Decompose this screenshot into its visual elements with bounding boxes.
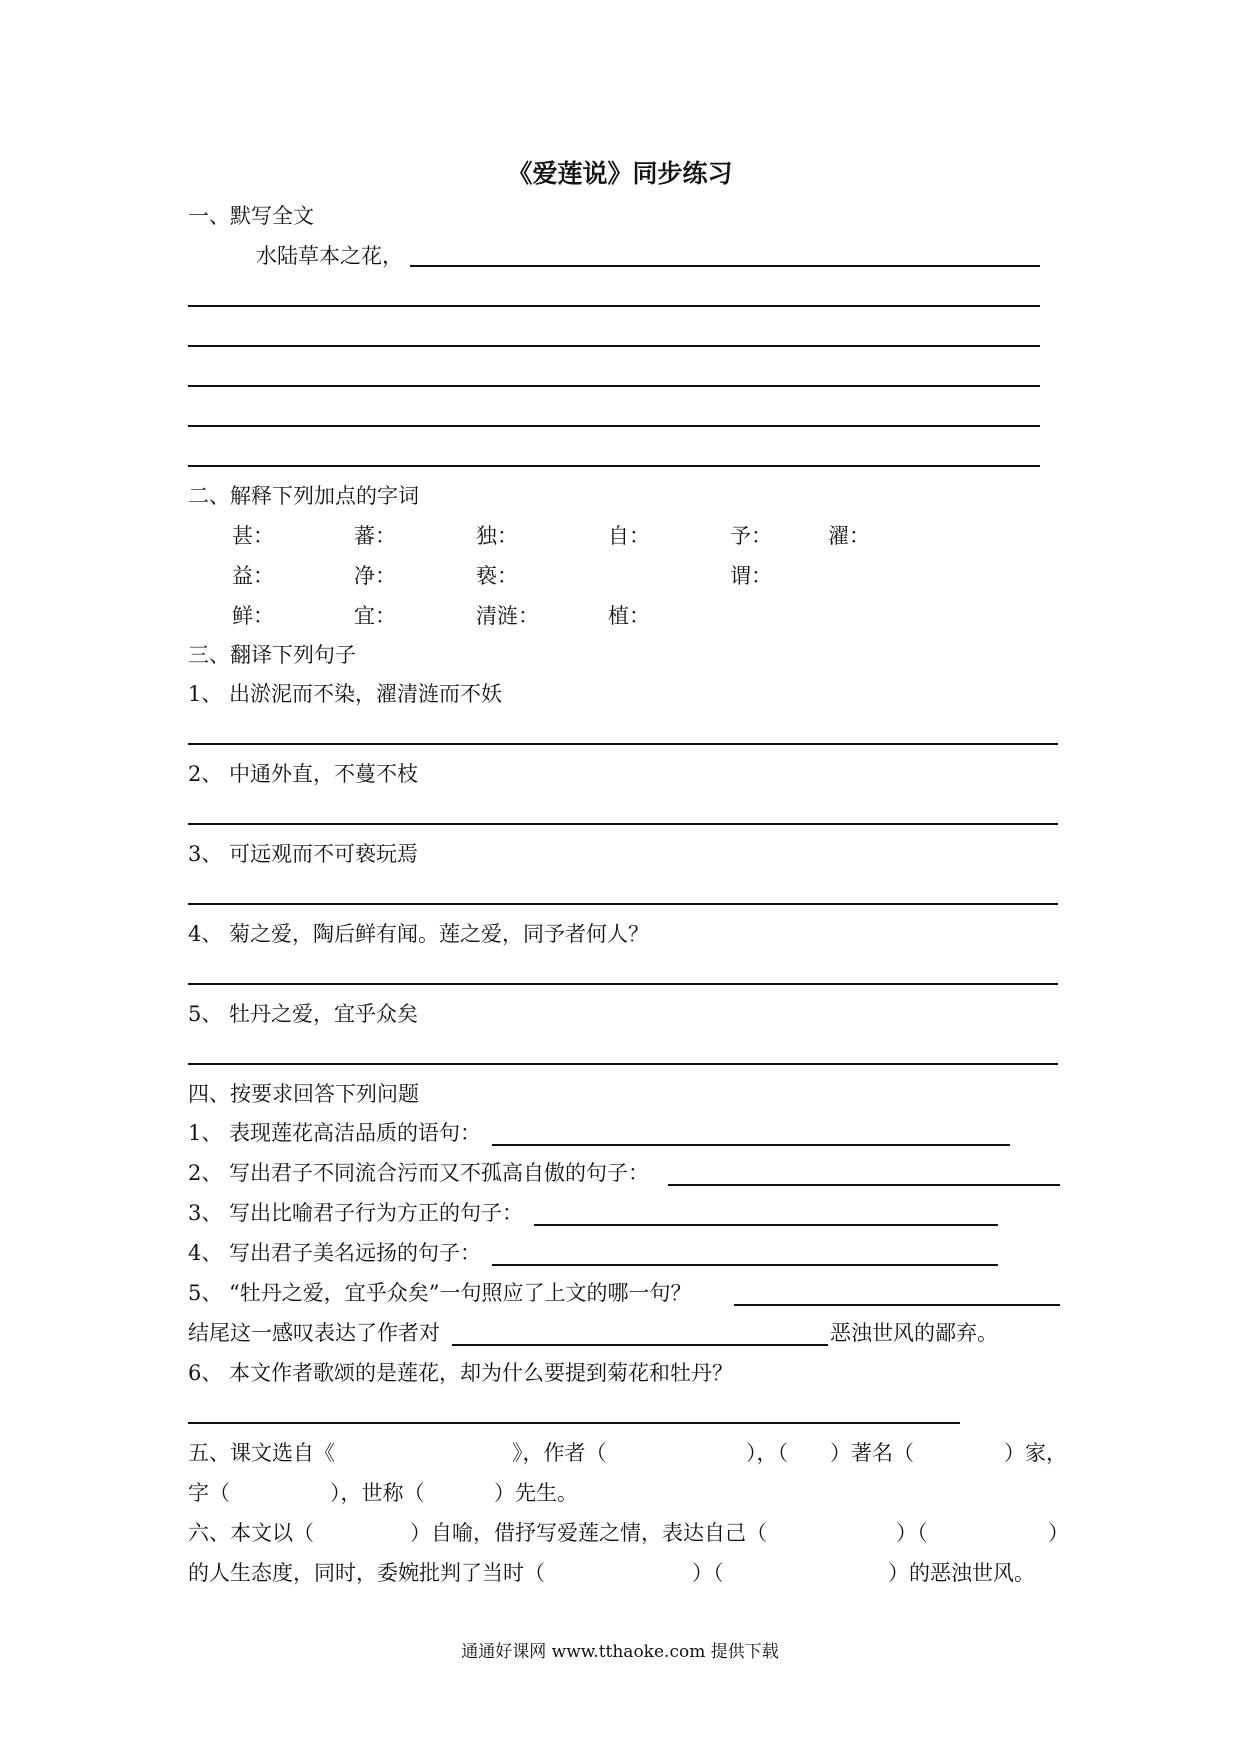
word-item: 净： xyxy=(354,564,396,588)
answer-line xyxy=(734,1304,1060,1306)
answer-line xyxy=(492,1144,1010,1146)
section-6-text: 的人生态度，同时，委婉批判了当时（ xyxy=(188,1561,545,1585)
word-item: 植： xyxy=(608,604,650,628)
word-item: 鲜： xyxy=(232,604,274,628)
section-6-text: ）的恶浊世风。 xyxy=(888,1561,1035,1585)
word-item: 蕃： xyxy=(354,524,396,548)
translate-item: 3、 可远观而不可亵玩焉 xyxy=(188,842,419,866)
section-6-text: ）（ xyxy=(692,1561,724,1585)
section-5-text: ）著名（ xyxy=(830,1441,914,1465)
word-item: 宜： xyxy=(354,604,396,628)
answer-line xyxy=(188,903,1058,905)
page-title: 《爱莲说》同步练习 xyxy=(507,159,733,188)
section-3-heading: 三、翻译下列句子 xyxy=(188,643,356,667)
word-item: 濯： xyxy=(828,524,870,548)
section-5-text: ）家， xyxy=(1004,1441,1067,1465)
section-2-heading: 二、解释下列加点的字词 xyxy=(188,484,419,508)
question-6: 6、 本文作者歌颂的是莲花，却为什么要提到菊花和牡丹？ xyxy=(188,1361,734,1385)
word-item: 甚： xyxy=(232,524,274,548)
question-2: 2、 写出君子不同流合污而又不孤高自傲的句子： xyxy=(188,1161,650,1185)
word-item: 予： xyxy=(730,524,772,548)
word-item: 亵： xyxy=(476,564,518,588)
question-1: 1、 表现莲花高洁品质的语句： xyxy=(188,1121,482,1145)
answer-line xyxy=(188,1063,1058,1065)
answer-line xyxy=(492,1264,998,1266)
answer-line xyxy=(452,1344,828,1346)
dictation-line xyxy=(188,345,1040,347)
section-6-text: ）（ xyxy=(896,1521,928,1545)
section-6-text: ） xyxy=(1048,1521,1069,1545)
translate-item: 5、 牡丹之爱，宜乎众矣 xyxy=(188,1002,419,1026)
dictation-line xyxy=(188,465,1040,467)
translate-item: 4、 菊之爱，陶后鲜有闻。莲之爱，同予者何人？ xyxy=(188,922,650,946)
word-item: 益： xyxy=(232,564,274,588)
dictation-line xyxy=(188,385,1040,387)
answer-line xyxy=(188,823,1058,825)
section-5-text: ）先生。 xyxy=(494,1481,578,1505)
dictation-line xyxy=(188,425,1040,427)
answer-line xyxy=(188,983,1058,985)
section-5-text: 字（ xyxy=(188,1481,230,1505)
question-5: 5、 “牡丹之爱，宜乎众矣”一句照应了上文的哪一句？ xyxy=(188,1281,692,1305)
section-1-heading: 一、默写全文 xyxy=(188,204,314,228)
word-item: 谓： xyxy=(730,564,772,588)
translate-item: 2、 中通外直，不蔓不枝 xyxy=(188,762,419,786)
word-item: 自： xyxy=(608,524,650,548)
question-3: 3、 写出比喻君子行为方正的句子： xyxy=(188,1201,524,1225)
dictation-start-text: 水陆草本之花， xyxy=(256,244,403,268)
section-5-text: ），世称（ xyxy=(330,1481,425,1505)
section-6-text: ）自喻，借抒写爱莲之情，表达自己（ xyxy=(410,1521,767,1545)
dictation-line xyxy=(188,305,1040,307)
word-item: 独： xyxy=(476,524,518,548)
question-5-follow-pre: 结尾这一感叹表达了作者对 xyxy=(188,1321,440,1345)
answer-line xyxy=(188,743,1058,745)
dictation-line xyxy=(410,265,1040,267)
section-5-text: ），（ xyxy=(746,1441,788,1465)
answer-line xyxy=(534,1224,998,1226)
section-6-text: 六、本文以（ xyxy=(188,1521,314,1545)
section-5-text: 》，作者（ xyxy=(512,1441,607,1465)
word-item: 清涟： xyxy=(476,604,539,628)
answer-line xyxy=(668,1184,1060,1186)
question-4: 4、 写出君子美名远扬的句子： xyxy=(188,1241,482,1265)
section-4-heading: 四、按要求回答下列问题 xyxy=(188,1082,419,1106)
answer-line xyxy=(188,1422,960,1424)
footer-text: 通通好课网 www.tthaoke.com 提供下载 xyxy=(461,1642,779,1662)
section-5-text: 五、课文选自《 xyxy=(188,1441,335,1465)
question-5-follow-post: 恶浊世风的鄙弃。 xyxy=(830,1321,998,1345)
translate-item: 1、 出淤泥而不染，濯清涟而不妖 xyxy=(188,682,503,706)
